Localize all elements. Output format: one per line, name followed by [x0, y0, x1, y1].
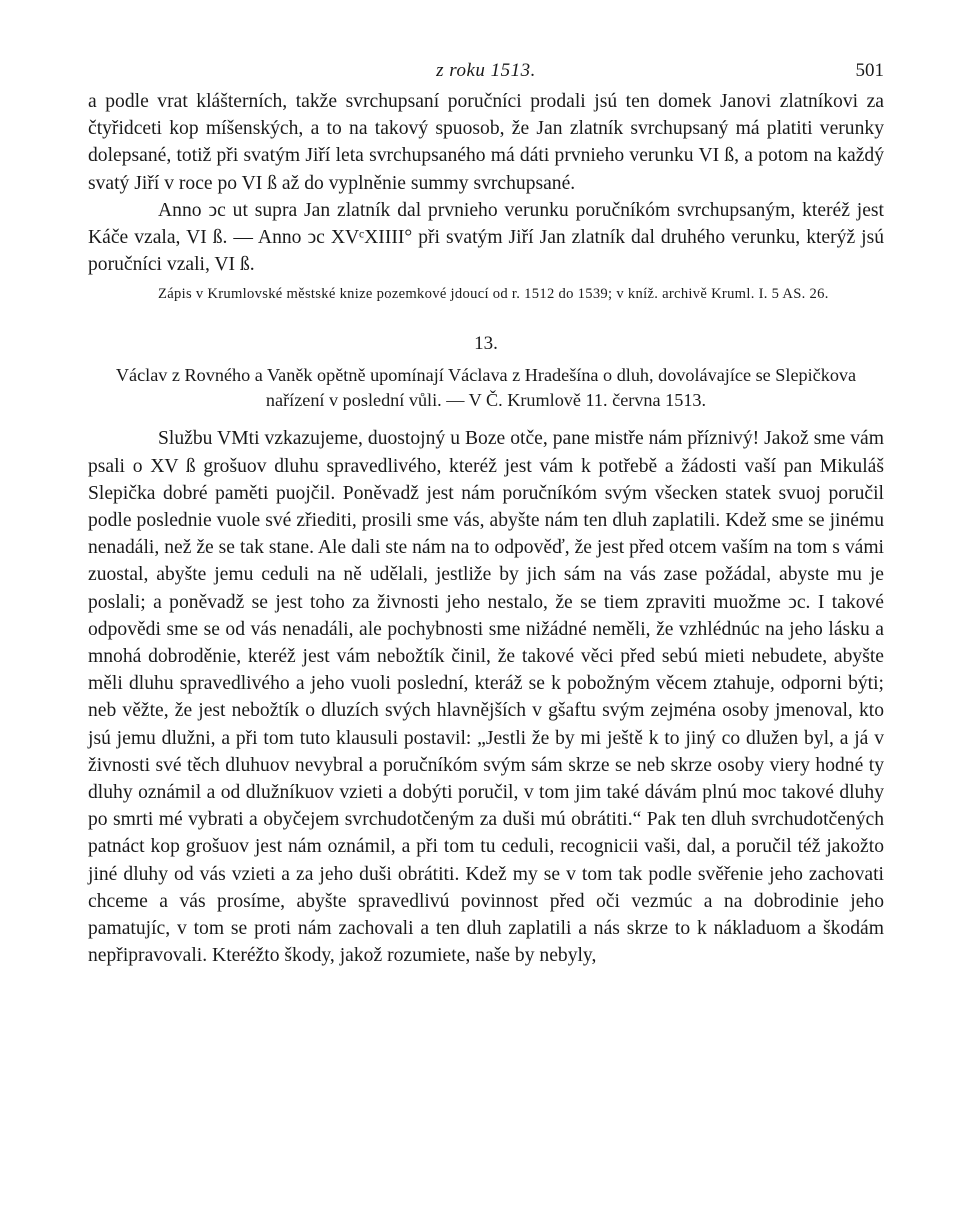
page-number: 501 [855, 60, 884, 81]
document-text: Službu VMti vzkazujeme, duostojný u Boze otče, pane mistře nám příznivý! Jakož sme vám psali o XV ß grošuov dluhu spravedlivého, kteréž jest vám k potřebě a žádosti vaší pan Mikuláš Slepička dobré paměti puojčil. Poněvadž jest nám poručníkóm svým všecken statek svuoj poručil podle poslednie vuole své zřiediti, prosili sme vás, abyšte nám ten dluh zaplatili. Kdež sme se jinému nenadáli, než že se tak stane. Ale dali ste nám na to odpověď, že jest před otcem vaším na tom s vámi zuostal, abyšte jemu ceduli na ně udělali, jestliže by jich sám na vás zase požádal, abyste mu je poslali; a poněvadž se jest toho za živnosti jeho nestalo, že se tiem zpraviti muožme ↄc. I takové odpovědi sme se od vás nenadáli, ale pochybnosti sme nižádné neměli, že vzhlédnúc na jeho lásku a mnohá dobroděnie, kteréž jest vám nebožtík činil, že takové věci před sebú mieti nebudete, abyšte měli dluhu spravedlivého a jeho vuoli poslední, kteráž se k pobožným věcem ztahuje, odporni býti; neb věžte, že jest nebožtík o dluzích svých hlavnějších v gšaftu svým zejména osoby jmenoval, kto jsú jemu dlužni, a při tom tuto klausuli postavil: „Jestli že by mi ještě k to jiný co dlužen byl, a já v živnosti své těch dluhuov nevybral a poručníkóm svým sám skrze se neb skrze osoby viery hodné ty dluhy oznámil a od dlužníkuov vzieti a dobýti poručil, v tom jim také dávám plnú moc takové dluhy po smrti mé vybrati a obyčejem svrchudotčeným za duši mú obrátiti.“ Pak ten dluh svrchudotčených patnáct kop grošuov jest nám oznámil, a při tom tu ceduli, recognicii vaši, dal, a poručil též jakožto jiné dluhy od vás vzieti a za jeho duši obrátiti. Kdež my se v tom tak podle svěřenie jeho zachovati chceme a vás prosíme, abyšte spravedlivú povinnost před oči vezmúc a na dobrodinie jeho pamatujíc, v tom se proti nám zachovali a ten dluh zaplatili a nás skrze to k nákladuom a škodám nepřipravovali. Kteréžto škody, jakož rozumiete, naše by nebyly, [88, 428, 884, 967]
document-number: 13. [474, 333, 498, 355]
document-regest: Václav z Rovného a Vaněk opětně upomínají Václava z Hradešína o dluh, dovolávajíce se Slepičkova nařízení v poslední vůli. — V Č. Krumlově 11. června 1513. [115, 365, 857, 411]
running-head [88, 56, 884, 88]
book-page [88, 56, 884, 969]
anno-paragraph: Anno ↄc ut supra Jan zlatník dal prvnieho verunku poručníkóm svrchupsaným, kteréž jest Káče vzala, VI ß. — Anno ↄc XVᶜXIIII° při svatým Jiří Jan zlatník dal druhého verunku, kterýž jsú poručníci vzali, VI ß. [88, 199, 884, 276]
running-title: z roku 1513. [436, 60, 536, 81]
continuation-paragraph: a podle vrat klášterních, takže svrchupsaní poručníci prodali jsú ten domek Janovi zlatníkovi za čtyřidceti kop míšenských, a to na takový spuosob, že Jan zlatník svrchupsaný má platiti verunky dolepsané, totiž při svatým Jiří leta svrchupsaného má dáti prvnieho verunku VI ß, a potom na každý svatý Jiří v roce po VI ß až do vyplněnie summy svrchupsané. [88, 91, 884, 194]
source-note: Zápis v Krumlovské městské knize pozemkové jdoucí od r. 1512 do 1539; v kníž. archivě Kruml. I. 5 AS. 26. [158, 286, 829, 303]
